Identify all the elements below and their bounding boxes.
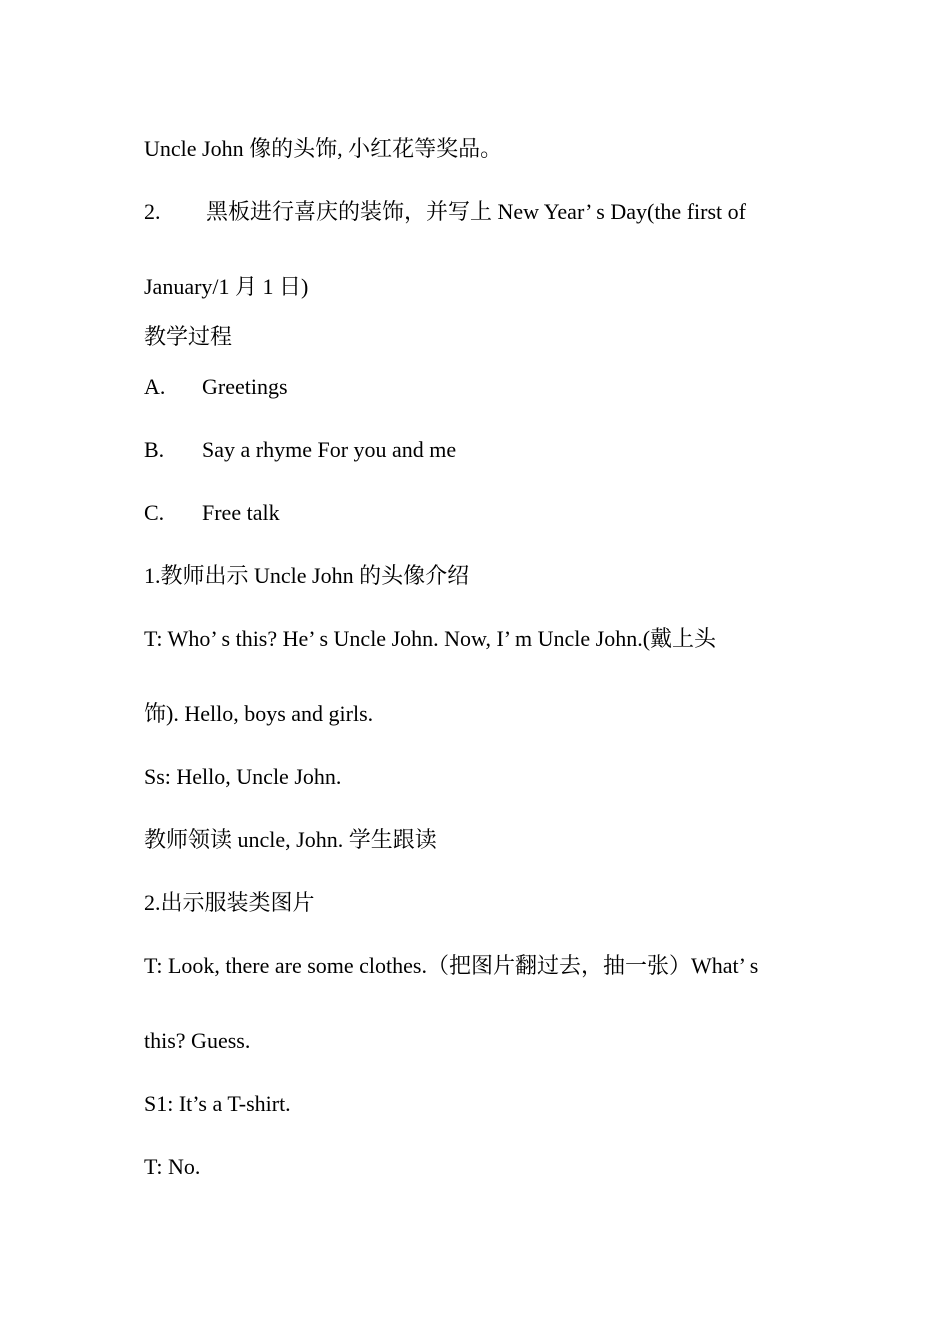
text-line-prizes xyxy=(144,136,502,162)
step-text: Say a rhyme For you and me xyxy=(202,437,457,462)
line-text: Ss: Hello, Uncle John. xyxy=(144,764,342,789)
line-text: 饰). Hello, boys and girls. xyxy=(144,701,374,726)
text-line-date xyxy=(144,274,308,300)
step-text: Free talk xyxy=(202,500,280,525)
step-letter: C. xyxy=(144,500,165,525)
step-b xyxy=(144,437,456,463)
line-text: T: Look, there are some clothes.（把图片翻过去，抽一张）What’ s xyxy=(144,953,759,978)
text-line-blackboard xyxy=(144,199,746,225)
dialogue-line-teacher-greeting xyxy=(144,701,373,727)
line-text: Uncle John 像的头饰, 小红花等奖品。 xyxy=(144,136,503,161)
line-text: T: No. xyxy=(144,1154,201,1179)
line-text: S1: It’s a T-shirt. xyxy=(144,1091,291,1116)
line-text: 黑板进行喜庆的装饰，并写上 New Year’ s Day(the first of xyxy=(206,199,746,224)
step-letter: B. xyxy=(144,437,165,462)
step-c xyxy=(144,500,280,526)
step-letter: A. xyxy=(144,374,166,399)
dialogue-line-students-reply xyxy=(144,764,341,790)
text-line-show-avatar xyxy=(144,563,469,589)
text-line-show-clothes xyxy=(144,890,315,916)
dialogue-line-teacher-no xyxy=(144,1154,200,1180)
line-text: 2.出示服装类图片 xyxy=(144,890,315,915)
section-heading-teaching-process xyxy=(144,324,232,350)
step-a xyxy=(144,374,288,400)
heading-text: 教学过程 xyxy=(144,324,233,349)
dialogue-line-student-answer xyxy=(144,1091,291,1117)
list-number: 2. xyxy=(144,199,161,224)
line-text: this? Guess. xyxy=(144,1028,251,1053)
line-text: 教师领读 uncle, John. 学生跟读 xyxy=(144,827,437,852)
line-text: 1.教师出示 Uncle John 的头像介绍 xyxy=(144,563,470,588)
dialogue-line-teacher-intro xyxy=(144,626,716,652)
line-text: T: Who’ s this? He’ s Uncle John. Now, I’ m Uncle John.(戴上头 xyxy=(144,626,717,651)
line-text: January/1 月 1 日) xyxy=(144,274,309,299)
text-line-read-along xyxy=(144,827,437,853)
step-text: Greetings xyxy=(202,374,288,399)
dialogue-line-teacher-guess xyxy=(144,1028,250,1054)
dialogue-line-teacher-look xyxy=(144,953,758,979)
